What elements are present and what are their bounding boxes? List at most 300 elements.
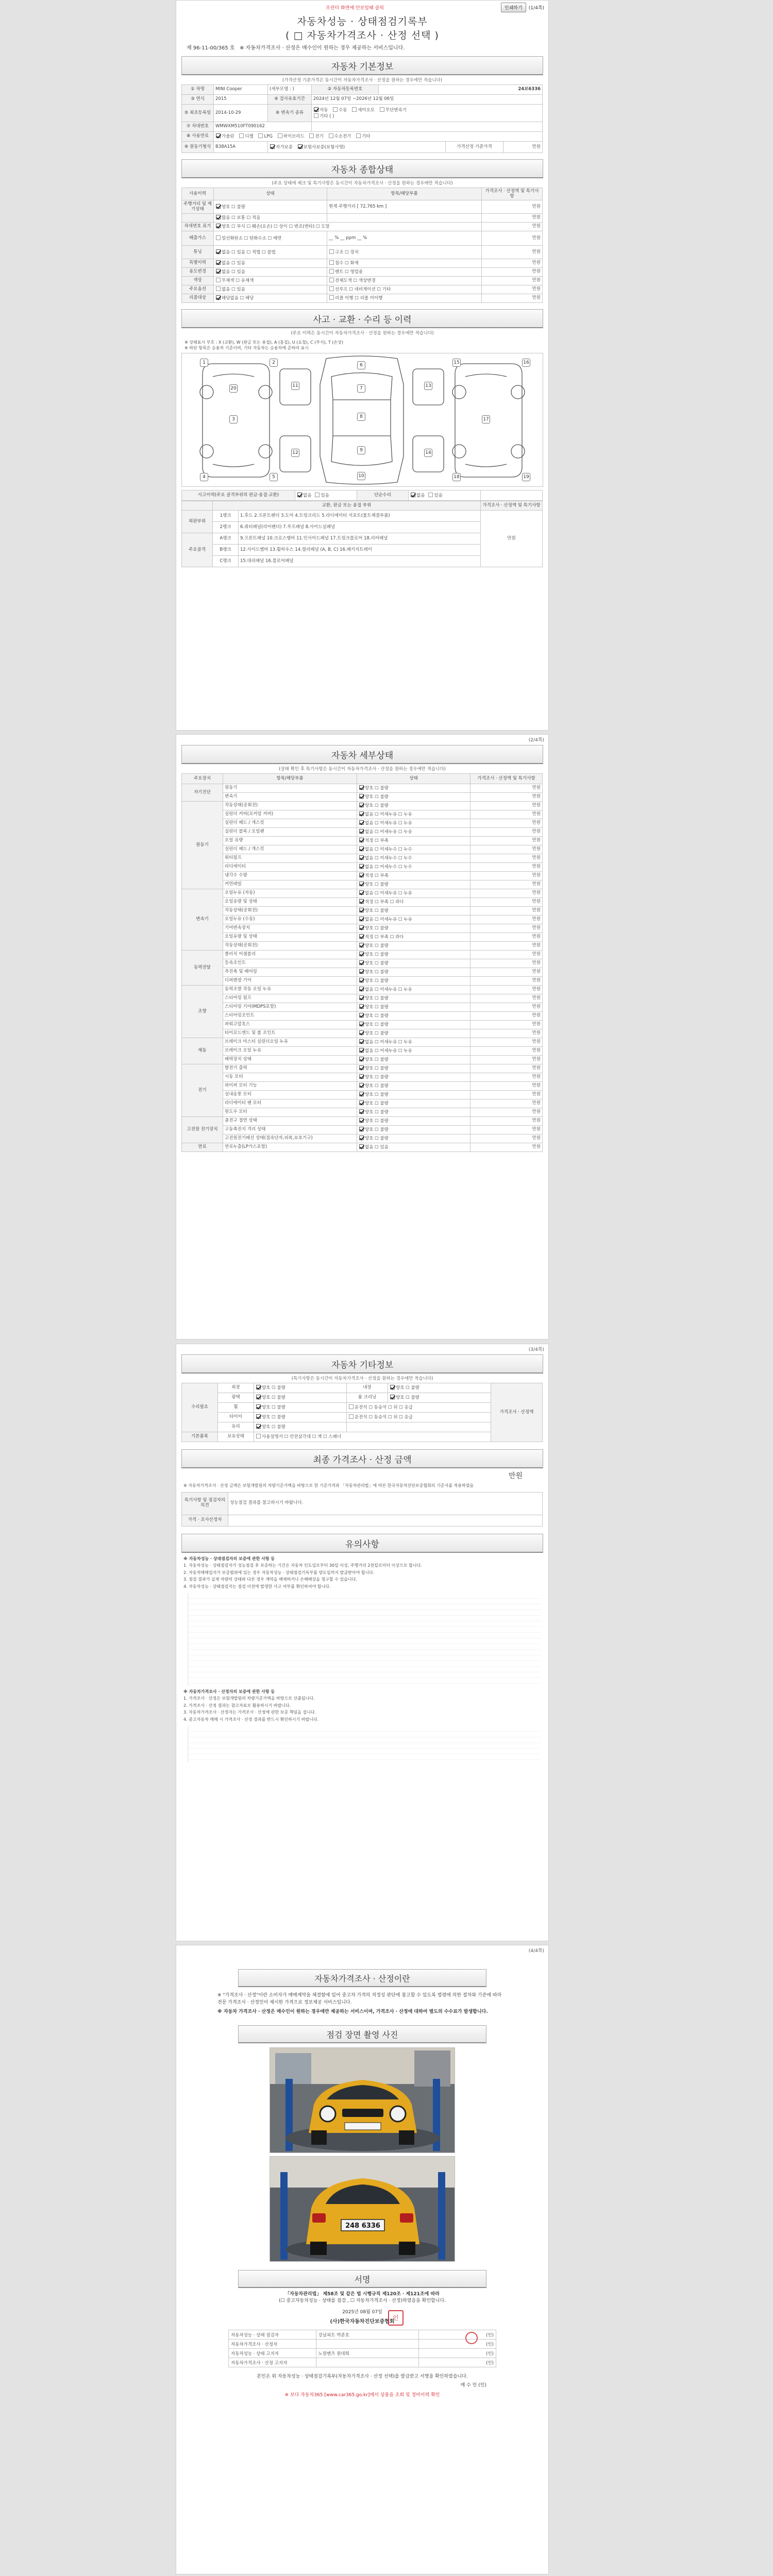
detail-row (182, 1047, 543, 1056)
final-price-note: ※ 자동차가격조사 · 산정 금액은 보험개발원의 차량기준가액을 바탕으로 한 기준가격과 「자동차관리법」에 따른 한국자동차진단보증협회의 기준서를 적용하였음 (183, 1483, 474, 1488)
checkbox[interactable] (359, 1039, 364, 1044)
price-cell: 만원 (470, 986, 543, 994)
detail-row (182, 889, 543, 898)
checkbox[interactable] (359, 829, 364, 834)
detail-section-label: 자기진단 (182, 784, 223, 802)
detail-row (182, 959, 543, 968)
detail-item-label: 디퍼렌셜 기어 (223, 977, 357, 986)
detail-item-state: 없음 ☐ 미세누수 ☐ 누수 (357, 863, 470, 872)
detail-row (182, 793, 543, 802)
checkbox[interactable] (359, 1048, 364, 1053)
detail-item-state: 양호 ☐ 불량 (357, 1134, 470, 1143)
detail-row (182, 863, 543, 872)
detail-row (182, 1029, 543, 1038)
detail-section-label: 변속기 (182, 889, 223, 951)
detail-section-label: 제동 (182, 1038, 223, 1064)
detail-item-label: 윈도우 모터 (223, 1108, 357, 1117)
detail-section-label: 연료 (182, 1143, 223, 1152)
price-cell: 만원 (470, 1091, 543, 1099)
checkbox[interactable] (359, 1100, 364, 1105)
row-state: 양호 ☐ 불량 (214, 200, 327, 214)
detail-row (182, 845, 543, 854)
page-4 (176, 1945, 549, 2574)
checkbox[interactable] (359, 803, 364, 807)
label-inspection-period: ④ 검사유효기간 (268, 95, 312, 105)
detail-item-state: 없음 ☐ 미세누유 ☐ 누유 (357, 1047, 470, 1056)
detail-row (182, 1126, 543, 1134)
detail-item-label: 라디에이터 팬 모터 (223, 1099, 357, 1108)
inspection-photo-front (270, 2047, 455, 2153)
part-badge: 10 (357, 472, 365, 480)
detail-item-label: 충전구 절연 상태 (223, 1117, 357, 1126)
checkbox[interactable] (359, 1074, 364, 1079)
checkbox[interactable] (359, 1022, 364, 1026)
checkbox[interactable] (359, 1118, 364, 1123)
part-badge: 20 (229, 384, 238, 393)
price-cell: 만원 (470, 907, 543, 916)
detail-item-label: 브레이크 마스터 실린더오일 누유 (223, 1038, 357, 1047)
part-badge: 12 (291, 449, 299, 457)
checkbox[interactable] (359, 1083, 364, 1088)
detail-item-state: 적정 ☐ 부족 ☐ 과다 (357, 898, 470, 907)
detail-row (182, 1038, 543, 1047)
detail-row (182, 924, 543, 933)
value-reg-no: 24보6336 (379, 85, 543, 95)
checkbox[interactable] (359, 794, 364, 799)
detail-item-label: 연료누출(LP가스포함) (223, 1143, 357, 1152)
notice-body: ※ 자동차성능 · 상태점검자의 보증에 관한 사항 등 1. 자동차성능 · 상태점검자가 성능점검 후 보증하는 기간은 자동차 인도일로부터 30일 이상, 주행거리 2천킬로미터 이상으로 합니다. 2. 자동차매매업자가 보증범위에 있는 경우 자동차성능 · 상태점검기록부를 양도일까지 발급받아야 합니다. 3. 점검 결과가 실제 차량의 상태와 다른 경우 계약을 해제하거나 손해배상을 청구할 수 있습니다. 4. 자동차성능 · 상태점검자는 점검 이전에 발생한 사고 여부를 확인하여야 합니다. ※ 자동차가격조사 · 산정자의 보증에 관한 사항 등 1. 가격조사 · 산정은 보험개발원의 차량기준가액을 바탕으로 산출됩니다. 2. 가격조사 · 산정 결과는 참고자료로 활용하시기 바랍니다. 3. 자동차가격조사 · 산정자는 가격조사 · 산정에 관한 보증 책임을 집니다. 4. 중고자동차 매매 시 가격조사 · 산정 결과를 반드시 확인하시기 바랍니다. (183, 1556, 541, 1762)
detail-item-state: 양호 ☐ 불량 (357, 907, 470, 916)
notice-fine-print (188, 1726, 541, 1762)
detail-item-state: 없음 ☐ 미세누유 ☐ 누유 (357, 986, 470, 994)
price-cell: 만원 (470, 994, 543, 1003)
final-price-table: 특기사항 및 점검자의 의견 성능점검 결과를 참고하시기 바랍니다. 가격 · 조사산정자 (181, 1492, 543, 1527)
checkbox[interactable] (359, 969, 364, 974)
price-cell: 만원 (470, 924, 543, 933)
detail-item-state: 양호 ☐ 불량 (357, 1108, 470, 1117)
detail-row (182, 810, 543, 819)
official-stamp: 인 (388, 2310, 404, 2326)
detail-item-state: 양호 ☐ 불량 (357, 880, 470, 889)
checkbox[interactable] (359, 987, 364, 991)
label-reg-no: ② 자동차등록번호 (312, 85, 379, 95)
checkbox[interactable] (359, 855, 364, 860)
detail-row (182, 1073, 543, 1082)
price-cell: 만원 (470, 1126, 543, 1134)
checkbox[interactable] (359, 1144, 364, 1149)
detail-item-state: 없음 ☐ 있음 (357, 1143, 470, 1152)
checkbox[interactable] (380, 107, 384, 112)
detail-item-label: 스티어링조인트 (223, 1012, 357, 1021)
price-cell: 만원 (470, 1108, 543, 1117)
value-inspection-period: 2024년 12월 07일 ~2026년 12월 06일 (312, 95, 543, 105)
detail-item-state: 양호 ☐ 불량 (357, 977, 470, 986)
detail-section-label: 전기 (182, 1064, 223, 1117)
value-car-name: MINI Cooper (214, 85, 268, 95)
price-cell: 만원 (470, 1143, 543, 1152)
detail-item-label: 워터펌프 (223, 854, 357, 863)
checkbox[interactable] (356, 133, 361, 138)
signature-date: 2025년 08월 07일 (342, 2309, 382, 2315)
detail-item-label: 오일 유량 (223, 837, 357, 845)
detail-row (182, 898, 543, 907)
detail-item-state: 없음 ☐ 미세누유 ☐ 누유 (357, 810, 470, 819)
detail-row (182, 1117, 543, 1126)
checkbox[interactable] (359, 952, 364, 956)
row-state: 없음 ☐ 있음 ☐ 적법 ☐ 불법 (214, 246, 327, 259)
detail-subtitle: (상태 확인 후 특기사항은 동시간이 자동차가격조사 · 산정을 원하는 경우에만 적습니다) (279, 767, 446, 772)
checkbox[interactable] (359, 1013, 364, 1018)
other-subtitle: (특기사항은 동시간이 자동차가격조사 · 산정을 원하는 경우에만 적습니다) (291, 1376, 433, 1381)
notifier-name: 노원벤츠 원대희 (316, 2349, 419, 2358)
detail-row (182, 1134, 543, 1143)
notice-text: ※ 자동차가격조사 · 산정은 매수인이 원하는 경우 제공하는 서비스입니다. (240, 45, 405, 51)
col-header: 사용이력 (182, 188, 214, 200)
detail-item-label: 스티어링 펌프 (223, 994, 357, 1003)
detail-item-state: 양호 ☐ 불량 (357, 959, 470, 968)
price-cell: 만원 (470, 933, 543, 942)
detail-item-state: 적정 ☐ 부족 (357, 872, 470, 880)
simple-repair-options: 없음 있음 (409, 490, 481, 501)
detail-item-label: 고전원전기배선 상태(접속단자,피복,보호기구) (223, 1134, 357, 1143)
price-cell: 만원 (470, 968, 543, 977)
detail-item-state: 양호 ☐ 불량 (357, 1029, 470, 1038)
checkbox[interactable] (359, 1136, 364, 1140)
label-base-price: 가격산정 기준가격 (446, 142, 503, 153)
part-badge: 3 (229, 415, 238, 423)
price-cell: 만원 (470, 810, 543, 819)
document-title: 자동차성능 · 상태점검기록부 (297, 16, 428, 27)
checkbox[interactable] (359, 1092, 364, 1096)
detail-item-label: 기어변속장치 (223, 924, 357, 933)
detail-item-state: 양호 ☐ 불량 (357, 951, 470, 959)
detail-item-label: 추진축 및 베어링 (223, 968, 357, 977)
detail-item-state: 양호 ☐ 불량 (357, 1091, 470, 1099)
detail-row (182, 784, 543, 793)
checkbox[interactable] (359, 978, 364, 982)
price-cell: 만원 (470, 977, 543, 986)
checkbox[interactable] (359, 1109, 364, 1114)
detail-item-label: 실린더 헤드 / 개스킷 (223, 819, 357, 828)
part-badge: 15 (452, 359, 461, 367)
photos-title: 점검 장면 촬영 사진 (238, 2025, 486, 2043)
detail-row (182, 1012, 543, 1021)
price-cell: 만원 (470, 845, 543, 854)
part-badge: 4 (200, 473, 208, 481)
basic-info-subtitle: (가격산정 기준가격은 동시간이 자동차가격조사 · 산정을 원하는 경우에만 적습니다) (282, 78, 443, 83)
price-cell: 만원 (470, 819, 543, 828)
price-cell: 만원 (470, 959, 543, 968)
checkbox[interactable] (270, 144, 275, 149)
page-label: (2/4쪽) (528, 738, 544, 743)
checkbox[interactable] (314, 107, 318, 112)
document-number: 96-11-00/365 (193, 45, 228, 51)
checkbox[interactable] (359, 917, 364, 921)
checkbox[interactable] (359, 1127, 364, 1131)
detail-item-state: 양호 ☐ 불량 (357, 1099, 470, 1108)
detail-row (182, 837, 543, 845)
checkbox[interactable] (359, 1030, 364, 1035)
checkbox[interactable] (359, 882, 364, 886)
issuer-company: (사)한국자동차진단보증협회 (330, 2319, 395, 2325)
price-cell: 만원 (470, 1038, 543, 1047)
part-badge: 14 (424, 449, 432, 457)
detail-item-state: 없음 ☐ 미세누유 ☐ 누유 (357, 916, 470, 924)
detail-row (182, 986, 543, 994)
col-header: 상태 (214, 188, 327, 200)
col-header: 상태 (357, 774, 470, 784)
value-first-reg: 2014-10-29 (214, 105, 268, 122)
overview-subtitle: (주요 상태에 체크 및 특기사항은 동시간이 자동차가격조사 · 산정을 원하는 경우에만 적습니다) (272, 181, 453, 186)
checkbox[interactable] (411, 493, 415, 497)
overview-title: 자동차 종합상태 (181, 159, 543, 178)
part-badge: 5 (270, 473, 278, 481)
checkbox[interactable] (352, 107, 357, 112)
detail-row (182, 1091, 543, 1099)
price-cell: 만원 (470, 1134, 543, 1143)
value-detail-model: (세부모델 : ) (268, 85, 312, 95)
checkbox[interactable] (216, 133, 221, 138)
checkbox[interactable] (359, 1004, 364, 1009)
detail-row (182, 1108, 543, 1117)
print-button[interactable]: 인쇄하기 (501, 3, 526, 12)
license-plate-text: 248 6336 (345, 2222, 380, 2230)
detail-item-state: 양호 ☐ 불량 (357, 968, 470, 977)
part-badge: 7 (357, 384, 365, 393)
print-hint-link[interactable]: 프린터 화면에 안보일때 클릭 (326, 6, 384, 11)
value-year: 2015 (214, 95, 268, 105)
detail-item-state: 없음 ☐ 미세누수 ☐ 누수 (357, 854, 470, 863)
price-cell: 만원 (470, 863, 543, 872)
detail-item-label: 스티어링 기어(MDPS포함) (223, 1003, 357, 1012)
part-badge: 2 (270, 359, 278, 367)
detail-row (182, 968, 543, 977)
detail-item-state: 양호 ☐ 불량 (357, 802, 470, 810)
checkbox[interactable] (359, 899, 364, 904)
price-cell: 만원 (470, 951, 543, 959)
value-vin: WMWXM510FT090162 (214, 122, 312, 132)
part-badge: 6 (357, 361, 365, 369)
detail-item-label: 실린더 커버(로커암 커버) (223, 810, 357, 819)
detail-item-state: 적정 ☐ 부족 ☐ 과다 (357, 933, 470, 942)
buyer-confirm: 본인은 위 자동차성능 · 상태점검기록부(자동차가격조사 · 산정 선택)를 발급받고 서명을 확인하였습니다. 매 수 인 (인) (257, 2374, 486, 2388)
price-cell: 만원 (470, 1021, 543, 1029)
checkbox[interactable] (359, 838, 364, 842)
detail-item-label: 오일유량 및 상태 (223, 933, 357, 942)
price-cell: 만원 (470, 837, 543, 845)
detail-row (182, 951, 543, 959)
detail-item-state: 없음 ☐ 미세누수 ☐ 누수 (357, 845, 470, 854)
checkbox[interactable] (315, 493, 320, 497)
accident-subtitle: (주요 이력은 동시간이 자동차가격조사 · 산정을 원하는 경우에만 적습니다) (291, 331, 434, 336)
detail-row (182, 819, 543, 828)
detail-row (182, 933, 543, 942)
part-badge: 1 (200, 359, 208, 367)
row-label: 주행거리 및 계기상태 (182, 200, 214, 214)
price-cell: 만원 (470, 1064, 543, 1073)
unit-manwon: 만원 (503, 142, 543, 153)
checkbox[interactable] (359, 820, 364, 825)
detail-item-state: 양호 ☐ 불량 (357, 1082, 470, 1091)
checkbox[interactable] (359, 925, 364, 930)
detail-section-label: 고전원 전기장치 (182, 1117, 223, 1143)
price-cell: 만원 (470, 898, 543, 907)
checkbox[interactable] (278, 133, 282, 138)
price-cell: 만원 (470, 1099, 543, 1108)
detail-item-label: 클러치 어셈블리 (223, 951, 357, 959)
inspection-photo-rear (270, 2156, 455, 2262)
price-cell: 만원 (470, 1082, 543, 1091)
service-title: 자동차가격조사 · 산정이란 (238, 1969, 486, 1987)
detail-item-state: 양호 ☐ 불량 (357, 942, 470, 951)
price-cell: 만원 (470, 880, 543, 889)
detail-row (182, 1099, 543, 1108)
detail-row (182, 872, 543, 880)
checkbox[interactable] (359, 1065, 364, 1070)
notice-fine-print (188, 1593, 541, 1686)
checkbox[interactable] (359, 995, 364, 1000)
detail-item-state: 양호 ☐ 불량 (357, 1073, 470, 1082)
price-cell: 만원 (470, 1047, 543, 1056)
checkbox[interactable] (298, 144, 303, 149)
detail-row (182, 828, 543, 837)
top-bar (176, 1, 548, 12)
detail-item-label: 브레이크 오일 누유 (223, 1047, 357, 1056)
page-label: (3/4쪽) (528, 1347, 544, 1352)
part-badge: 18 (452, 473, 461, 481)
part-badge: 16 (522, 359, 530, 367)
accident-history-label: 사고이력(주요 골격부위의 판금·용접·교환) (182, 490, 295, 501)
checkbox[interactable] (359, 908, 364, 912)
accident-title: 사고 · 교환 · 수리 등 이력 (181, 309, 543, 328)
detail-row (182, 880, 543, 889)
simple-repair-label: 단순수리 (357, 490, 409, 501)
inspector-name: 강남피트 박준호 (316, 2330, 419, 2340)
detail-item-label: 변속기 (223, 793, 357, 802)
checkbox[interactable] (239, 133, 244, 138)
detail-item-state: 적정 ☐ 부족 (357, 837, 470, 845)
detail-item-label: 오일유량 및 상태 (223, 898, 357, 907)
detail-row (182, 1064, 543, 1073)
other-table: 수리필요 외장 양호 ☐ 불량 내장 양호 ☐ 불량 가격조사 · 산정액 광택 양호 ☐ 불량 룸 크리닝 양호 ☐ 불량 휠 양호 ☐ 불량 운전석 ☐ 동승석 ☐ 뒤 ☐ 응급 타이어 양호 ☐ 불량 운전석 ☐ 동승석 ☐ 뒤 ☐ 응급 유리 양호 ☐ 불량 기본품목 보유상태 사용설명서 ☐ 안전삼각대 ☐ 잭 ☐ 스패너 (181, 1383, 543, 1442)
basic-info-title: 자동차 기본정보 (181, 56, 543, 75)
price-cell: 만원 (470, 916, 543, 924)
row-state: 많음 ☐ 보통 ☐ 적음 (214, 214, 327, 223)
checkbox[interactable] (329, 133, 333, 138)
detail-item-state: 없음 ☐ 미세누유 ☐ 누유 (357, 1038, 470, 1047)
detail-item-label: 작동상태(공회전) (223, 907, 357, 916)
accident-legend: ※ 상태표시 부호 : X (교환), W (판금 또는 용접), A (흠집), U (요철), C (부식), T (손상) ※ 하단 항목은 승용차 기준이며, 기타 자동차는 승용차에 준하여 표시 (184, 340, 344, 351)
checkbox[interactable] (258, 133, 263, 138)
detail-item-label: 라디에이터 (223, 863, 357, 872)
detail-item-label: 실린더 블록 / 오일팬 (223, 828, 357, 837)
page-label: (4/4쪽) (528, 1948, 544, 1954)
price-cell: 만원 (470, 889, 543, 898)
notice-title: 유의사항 (181, 1534, 543, 1553)
checkbox[interactable] (359, 785, 364, 790)
document-number-line: 제 96-11-00/365 호 ※ 자동차가격조사 · 산정은 매수인이 원하는 경우 제공하는 서비스입니다. (187, 45, 405, 51)
main-frame-label: 주요골격 (182, 533, 213, 567)
detail-item-label: 오일누유 (수동) (223, 916, 357, 924)
part-badge: 9 (357, 446, 365, 454)
detail-item-label: 시동 모터 (223, 1073, 357, 1082)
price-cell: 만원 (470, 1073, 543, 1082)
checkbox[interactable] (359, 873, 364, 877)
detail-row (182, 854, 543, 863)
col-header: 가격조사 · 산정액 및 특기사항 (482, 188, 543, 200)
page-label: (1/4쪽) (528, 6, 544, 11)
label-fuel: ⑧ 사용연료 (182, 132, 214, 142)
detail-item-state: 양호 ☐ 불량 (357, 793, 470, 802)
detail-item-state: 양호 ☐ 불량 (357, 1117, 470, 1126)
checkbox[interactable] (359, 864, 364, 869)
col-header: 항목/해당부품 (223, 774, 357, 784)
car365-footer-link[interactable]: ※ 보다 자동차365 [www.car365.go.kr]에서 상품을 조회 및 정비이력 확인 (284, 2393, 440, 2398)
mileage-value: 현재 주행거리 [ 72,765 km ] (327, 200, 482, 214)
checkbox[interactable] (428, 493, 433, 497)
detail-item-label: 작동상태(공회전) (223, 802, 357, 810)
checkbox[interactable] (309, 133, 314, 138)
checkbox[interactable] (359, 934, 364, 939)
detail-section-label: 조향 (182, 986, 223, 1038)
detail-row (182, 1082, 543, 1091)
checkbox[interactable] (297, 493, 302, 497)
detail-row (182, 907, 543, 916)
detail-item-state: 양호 ☐ 불량 (357, 784, 470, 793)
checkbox[interactable] (333, 107, 338, 112)
detail-title: 자동차 세부상태 (181, 745, 543, 764)
detail-item-label: 냉각수 수량 (223, 872, 357, 880)
accident-summary-table (181, 490, 543, 501)
inspector-opinion: 성능점검 결과를 참고하시기 바랍니다. (228, 1492, 543, 1515)
fuel-options: 가솔린 디젤 LPG 하이브리드 전기 수소전기 기타 (214, 132, 543, 142)
checkbox[interactable] (359, 1057, 364, 1061)
detail-item-state: 양호 ☐ 불량 (357, 1021, 470, 1029)
row-state: 양호 ☐ 부식 ☐ 훼손(오손) ☐ 상이 ☐ 변조(변타) ☐ 도말 (214, 223, 482, 231)
detail-item-label: 와이퍼 모터 기능 (223, 1082, 357, 1091)
basic-info-table (181, 84, 543, 153)
price-cell: 만원 (470, 1029, 543, 1038)
label-engine-type: ⑨ 원동기형식 (182, 142, 214, 153)
label-year: ③ 연식 (182, 95, 214, 105)
checkbox[interactable] (359, 890, 364, 895)
checkbox[interactable] (359, 943, 364, 947)
price-cell: 만원 (470, 1056, 543, 1064)
accident-history-options: 없음 있음 (295, 490, 357, 501)
price-cell: 만원 (470, 872, 543, 880)
detail-row (182, 977, 543, 986)
checkbox[interactable] (359, 846, 364, 851)
detail-row (182, 1021, 543, 1029)
signature-block: 자동차성능 · 상태 점검자 강남피트 박준호 (인) 자동차가격조사 · 산정자 (인) 자동차성능 · 상태 고지자 노원벤츠 원대희 (인) 자동차가격조사 · 산정 고지자 (인) 인 (228, 2330, 496, 2367)
checkbox[interactable] (314, 113, 318, 118)
checkbox[interactable] (359, 960, 364, 965)
row-detail: 구조 ☐ 장치 (327, 246, 482, 259)
detail-item-label: 파워고압호스 (223, 1021, 357, 1029)
col-header: 가격조사 · 산정액 및 특기사항 (470, 774, 543, 784)
final-price-unit: 만원 (508, 1472, 523, 1480)
part-badge: 11 (291, 382, 299, 390)
page-3 (176, 1344, 549, 1941)
overview-table: 사용이력 상태 항목/해당부품 가격조사 · 산정액 및 특기사항 주행거리 및 계기상태 양호 ☐ 불량 현재 주행거리 [ 72,765 km ] 만원 많음 ☐ 보통 ☐ 적음 만원 차대번호 표기 양호 ☐ 부식 ☐ 훼손(오손) ☐ 상이 ☐ 변조(변타) ☐ 도말 만원 배출가스 일산화탄소 ☐ 탄화수소 ☐ 매연 __ % __ ppm __ % 만원 튜닝 없음 ☐ 있음 ☐ 적법 ☐ 불법 구조 ☐ 장치 만원 특별이력 없음 ☐ 있음 침수 ☐ 화재 만원 용도변경 없음 ☐ 있음 렌트 ☐ 영업용 만원 색상 무채색 ☐ 유채색 전체도색 ☐ 색상변경 만원 주요옵션 없음 ☐ 있음 선루프 ☐ 네비게이션 ☐ 기타 만원 리콜대상 해당없음 ☐ 해당 리콜 이행 ☐ 리콜 미이행 만원 (181, 188, 543, 303)
checkbox[interactable] (359, 811, 364, 816)
detail-item-label: 오일누유 (자동) (223, 889, 357, 898)
detail-item-label: 작동상태(공회전) (223, 942, 357, 951)
detail-row (182, 1143, 543, 1152)
detail-item-label: 원동기 (223, 784, 357, 793)
document-header (176, 12, 548, 51)
col-header: 항목/해당부품 (327, 188, 482, 200)
